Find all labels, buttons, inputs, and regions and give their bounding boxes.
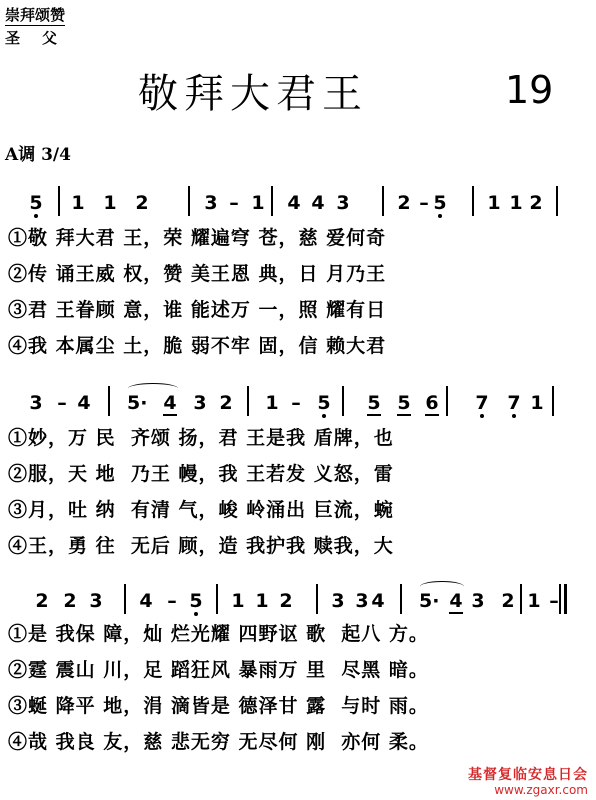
note: 1 [487, 192, 501, 214]
note: 3 [331, 590, 345, 612]
note: – [291, 392, 301, 414]
note: 1 [103, 192, 117, 214]
note: 1 [255, 590, 269, 612]
barline [520, 584, 522, 614]
hymnbook-category: 崇拜颂赞 [5, 6, 66, 24]
slur [128, 383, 178, 394]
lyric-line-verse-2: ②霆 震山 川，足 蹈狂风 暴雨万 里 尽黑 暗。 [8, 659, 429, 681]
note: – [229, 192, 239, 214]
lyric-line-verse-3: ③月，吐 纳 有清 气，峻 岭涌出 巨流，蜿 [8, 499, 394, 521]
note: – [167, 590, 177, 612]
note: 4 [163, 392, 177, 414]
octave-dot-below [512, 414, 516, 418]
lyric-line-verse-4: ④王，勇 往 无后 顾，造 我护我 赎我，大 [8, 535, 394, 557]
octave-dot-below [194, 612, 198, 616]
eighth-underline [367, 414, 381, 416]
note: – [419, 192, 429, 214]
octave-dot-below [34, 214, 38, 218]
note: 5 [189, 590, 203, 612]
note: 5 [433, 192, 447, 214]
barline [247, 386, 249, 416]
note: 5 [317, 392, 331, 414]
note: 3 [29, 392, 43, 414]
note: 3 [355, 590, 369, 612]
barline [552, 386, 554, 416]
barline [216, 584, 218, 614]
note: 3 [204, 192, 218, 214]
final-barline-thin [559, 584, 561, 614]
barline [446, 386, 448, 416]
lyric-line-verse-2: ②传 诵王威 权，赞 美王恩 典，日 月乃王 [8, 263, 387, 285]
eighth-underline [163, 414, 177, 416]
lyric-line-verse-3: ③君 王眷顾 意，谁 能述万 一，照 耀有日 [8, 299, 387, 321]
note: – [57, 392, 67, 414]
lyric-line-verse-4: ④我 本属尘 土，脆 弱不牢 固，信 赖大君 [8, 335, 387, 357]
author-label: 圣父 [5, 29, 80, 47]
note: 5 [367, 392, 381, 414]
note: 5 [397, 392, 411, 414]
note: 5· [127, 392, 148, 414]
note: 2 [63, 590, 77, 612]
note: 6 [425, 392, 439, 414]
barline [58, 186, 60, 216]
barline [342, 386, 344, 416]
barline [124, 584, 126, 614]
music-line [0, 590, 596, 624]
note: 7 [507, 392, 521, 414]
note: 3 [336, 192, 350, 214]
note: 2 [135, 192, 149, 214]
octave-dot-below [438, 214, 442, 218]
watermark [468, 768, 588, 798]
note: 1 [71, 192, 85, 214]
final-barline [564, 584, 567, 614]
note: 1 [265, 392, 279, 414]
barline [556, 186, 558, 216]
lyric-line-verse-3: ③蜒 降平 地，涓 滴皆是 德泽甘 露 与时 雨。 [8, 695, 429, 717]
note: 2 [35, 590, 49, 612]
note: 1 [251, 192, 265, 214]
octave-dot-below [480, 414, 484, 418]
eighth-underline [425, 414, 439, 416]
key-signature: A调 3/4 [5, 145, 71, 165]
note: 1 [527, 590, 541, 612]
note: 2 [529, 192, 543, 214]
octave-dot-below [322, 414, 326, 418]
watermark-url: www.zgaxr.com [494, 783, 588, 797]
eighth-underline [397, 414, 411, 416]
note: 4 [449, 590, 463, 612]
lyric-line-verse-1: ①敬 拜大君 王，荣 耀遍穹 苍，慈 爱何奇 [8, 227, 387, 249]
note: 2 [397, 192, 411, 214]
barline [108, 386, 110, 416]
note: 3 [193, 392, 207, 414]
watermark-church-name: 基督复临安息日会 [468, 767, 588, 783]
lyric-line-verse-1: ①是 我保 障，灿 烂光耀 四野讴 歌 起八 方。 [8, 623, 429, 645]
note: 7 [475, 392, 489, 414]
lyric-line-verse-2: ②服，天 地 乃王 幔，我 王若发 义怒，雷 [8, 463, 394, 485]
note: – [549, 590, 559, 612]
note: 4 [371, 590, 385, 612]
note: 5 [29, 192, 43, 214]
lyric-line-verse-1: ①妙，万 民 齐颂 扬，君 王是我 盾牌，也 [8, 427, 394, 449]
music-line [0, 392, 596, 426]
note: 5· [419, 590, 440, 612]
barline [400, 584, 402, 614]
barline [188, 186, 190, 216]
eighth-underline [449, 612, 463, 614]
note: 2 [279, 590, 293, 612]
barline [316, 584, 318, 614]
barline [472, 186, 474, 216]
note: 3 [89, 590, 103, 612]
note: 4 [311, 192, 325, 214]
note: 1 [530, 392, 544, 414]
note: 4 [139, 590, 153, 612]
hymn-title: 敬拜大君王 [138, 71, 368, 117]
music-line [0, 192, 596, 226]
barline [271, 186, 273, 216]
hymn-number: 19 [505, 68, 554, 112]
barline [382, 186, 384, 216]
note: 4 [287, 192, 301, 214]
note: 1 [509, 192, 523, 214]
lyric-line-verse-4: ④哉 我良 友，慈 悲无穷 无尽何 刚 亦何 柔。 [8, 731, 429, 753]
slur [420, 581, 464, 592]
note: 1 [231, 590, 245, 612]
note: 2 [219, 392, 233, 414]
note: 3 [471, 590, 485, 612]
note: 4 [77, 392, 91, 414]
note: 2 [501, 590, 515, 612]
